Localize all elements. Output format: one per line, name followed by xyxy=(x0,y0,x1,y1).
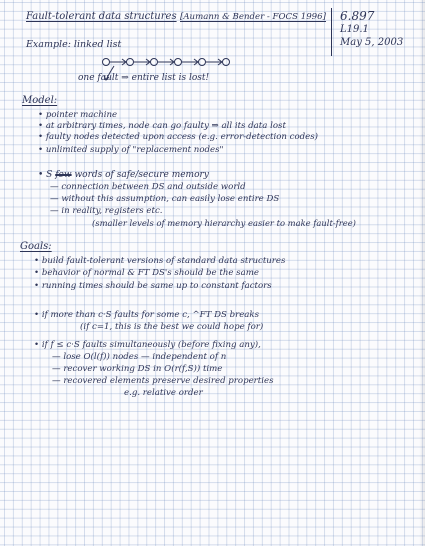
fault-bound-item: • if more than c·S faults for some c, ^FT DS breaks xyxy=(34,310,260,320)
recovery-text: if f ≤ c·S faults simultaneously (before fixing any), xyxy=(41,340,261,350)
model-item-text: at arbitrary times, node can go faulty ⇒ all its data lost xyxy=(45,121,286,131)
model-item: • faulty nodes detected upon access (e.g. error-detection codes) xyxy=(38,132,318,142)
page-title: Fault-tolerant data structures xyxy=(26,11,177,22)
lecture-date: May 5, 2003 xyxy=(340,37,404,48)
list-node xyxy=(223,59,230,66)
list-node xyxy=(127,59,134,66)
recovery-item: • if f ≤ c·S faults simultaneously (before fixing any), xyxy=(34,340,261,350)
safe-memory-lead: S xyxy=(46,170,53,180)
goal-item-text: build fault-tolerant versions of standard data structures xyxy=(41,256,286,266)
model-item: • pointer machine xyxy=(38,110,118,120)
example-label: Example: linked list xyxy=(26,39,122,50)
goals-heading: Goals: xyxy=(20,241,52,252)
header-divider xyxy=(331,8,332,56)
model-item-text: faulty nodes detected upon access (e.g. error-detection codes) xyxy=(45,132,318,142)
safe-memory-sub: — in reality, registers etc. xyxy=(50,206,163,216)
list-node xyxy=(199,59,206,66)
goal-item-text: behavior of normal & FT DS's should be the same xyxy=(41,268,259,278)
example-note: one fault ⇒ entire list is lost! xyxy=(78,73,210,83)
page-edge-shadow xyxy=(419,0,425,546)
safe-memory-item: • S few words of safe/secure memory xyxy=(38,170,209,180)
lecture-number: L19.1 xyxy=(340,24,369,35)
goal-item: • behavior of normal & FT DS's should be the same xyxy=(34,268,259,278)
list-node xyxy=(175,59,182,66)
safe-memory-sub: — without this assumption, can easily lose entire DS xyxy=(50,194,280,204)
safe-memory-sub: (smaller levels of memory hierarchy easier to make fault-free) xyxy=(92,218,356,228)
goal-item: • running times should be same up to constant factors xyxy=(34,281,272,291)
safe-memory-text: words of safe/secure memory xyxy=(74,170,209,180)
model-item: • unlimited supply of "replacement nodes" xyxy=(38,145,224,155)
course-number: 6.897 xyxy=(340,9,375,23)
linked-list-diagram xyxy=(100,54,260,70)
recovery-sub: — lose O(l(f)) nodes — independent of n xyxy=(52,352,227,362)
recovery-sub: e.g. relative order xyxy=(124,388,203,398)
model-heading: Model: xyxy=(22,95,58,106)
goal-item-text: running times should be same up to constant factors xyxy=(41,281,272,291)
fault-bound-sub: (if c=1, this is the best we could hope for) xyxy=(80,322,264,332)
model-item-text: pointer machine xyxy=(45,110,118,120)
recovery-sub: — recover working DS in O(r(f,S)) time xyxy=(52,364,223,374)
safe-memory-sub: — connection between DS and outside world xyxy=(50,182,246,192)
struck-word: few xyxy=(55,170,72,180)
model-item: • at arbitrary times, node can go faulty ⇒ all its data lost xyxy=(38,121,286,131)
recovery-sub: — recovered elements preserve desired properties xyxy=(52,376,274,386)
model-item-text: unlimited supply of "replacement nodes" xyxy=(45,145,224,155)
list-node xyxy=(151,59,158,66)
fault-bound-text: if more than c·S faults for some c, ^FT DS breaks xyxy=(41,310,260,320)
goal-item: • build fault-tolerant versions of standard data structures xyxy=(34,256,286,266)
citation: [Aumann & Bender - FOCS 1996] xyxy=(180,12,326,22)
